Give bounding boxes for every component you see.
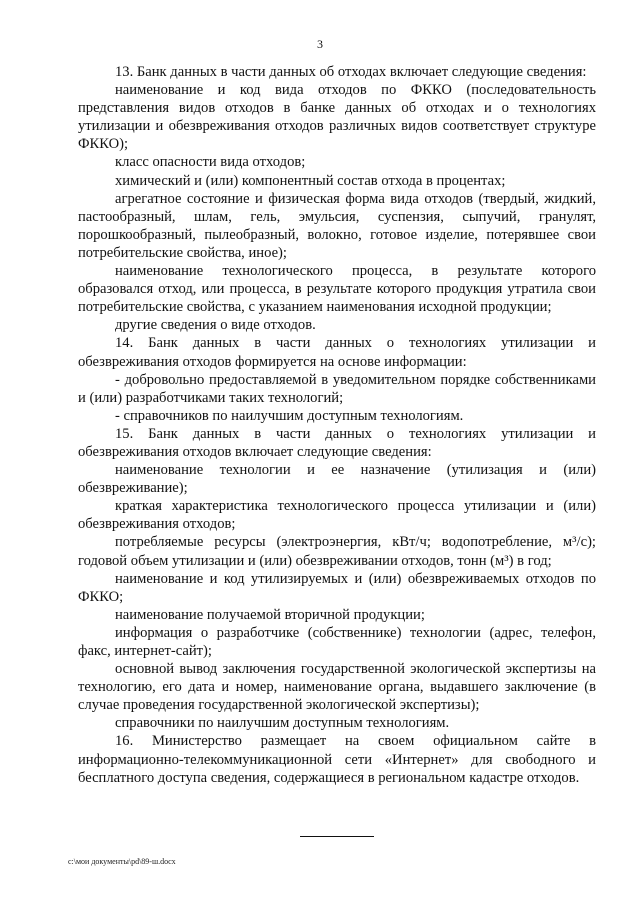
- list-item: информация о разработчике (собственнике) технологии (адрес, телефон, факс, интернет-сайт);: [78, 624, 596, 659]
- paragraph-13-heading: 13. Банк данных в части данных об отходах включает следующие сведения:: [115, 64, 587, 80]
- list-item: другие сведения о виде отходов.: [115, 317, 316, 334]
- paragraph-15-heading: 15. Банк данных в части данных о технологиях утилизации и обезвреживания отходов включает следующие сведения:: [78, 425, 596, 460]
- paragraph-16: 16. Министерство размещает на своем официальном сайте в информационно-телекоммуникационной сети «Интернет» для свободного и бесплатного доступа сведения, содержащиеся в региональном кадастре отходов.: [78, 733, 596, 786]
- list-item: - добровольно предоставляемой в уведомительном порядке собственниками и (или) разработчиками таких технологий;: [78, 371, 596, 406]
- list-item: агрегатное состояние и физическая форма вида отходов (твердый, жидкий, пастообразный, шлам, гель, эмульсия, суспензия, сыпучий, гранулят, порошкообразный, пылеобразный, волокно, готовое изделие, потерявшее свои потребительские свойства, иное);: [78, 190, 596, 261]
- list-item: основной вывод заключения государственной экологической экспертизы на технологию, его дата и номер, наименование органа, выдавшего заключение (в случае проведения государственной экологической экспертизы);: [78, 661, 596, 714]
- list-item: наименование и код вида отходов по ФККО (последовательность представления видов отходов в банке данных об отходах и о технологиях утилизации и обезвреживания отходов различных видов соответствует структуре ФККО);: [78, 82, 596, 153]
- file-path-footer: c:\мои документы\pd\89-ш.docx: [68, 857, 176, 866]
- list-item: справочники по наилучшим доступным технологиям.: [115, 715, 450, 732]
- end-divider: [300, 836, 374, 837]
- list-item: класс опасности вида отходов;: [115, 154, 306, 171]
- list-item: химический и (или) компонентный состав отхода в процентах;: [115, 172, 506, 189]
- list-item: потребляемые ресурсы (электроэнергия, кВт/ч; водопотребление, м³/с); годовой объем утилизации и (или) обезвреживании отходов, тонн (м³) в год;: [78, 534, 596, 569]
- paragraph-14-heading: 14. Банк данных в части данных о технологиях утилизации и обезвреживания отходов формируется на основе информации:: [78, 335, 596, 370]
- list-item: наименование получаемой вторичной продукции;: [115, 606, 425, 623]
- list-item: краткая характеристика технологического процесса утилизации и (или) обезвреживания отходов;: [78, 498, 596, 533]
- list-item: наименование и код утилизируемых и (или) обезвреживаемых отходов по ФККО;: [78, 570, 596, 605]
- list-item: - справочников по наилучшим доступным технологиям.: [115, 407, 464, 424]
- list-item: наименование технологического процесса, в результате которого образовался отход, или процесса, в результате которого продукция утратила свои потребительские свойства, с указанием наименования исходной продукции;: [78, 263, 596, 316]
- page-number: 3: [317, 37, 323, 51]
- list-item: наименование технологии и ее назначение (утилизация и (или) обезвреживание);: [78, 462, 596, 497]
- document-body: [78, 63, 596, 787]
